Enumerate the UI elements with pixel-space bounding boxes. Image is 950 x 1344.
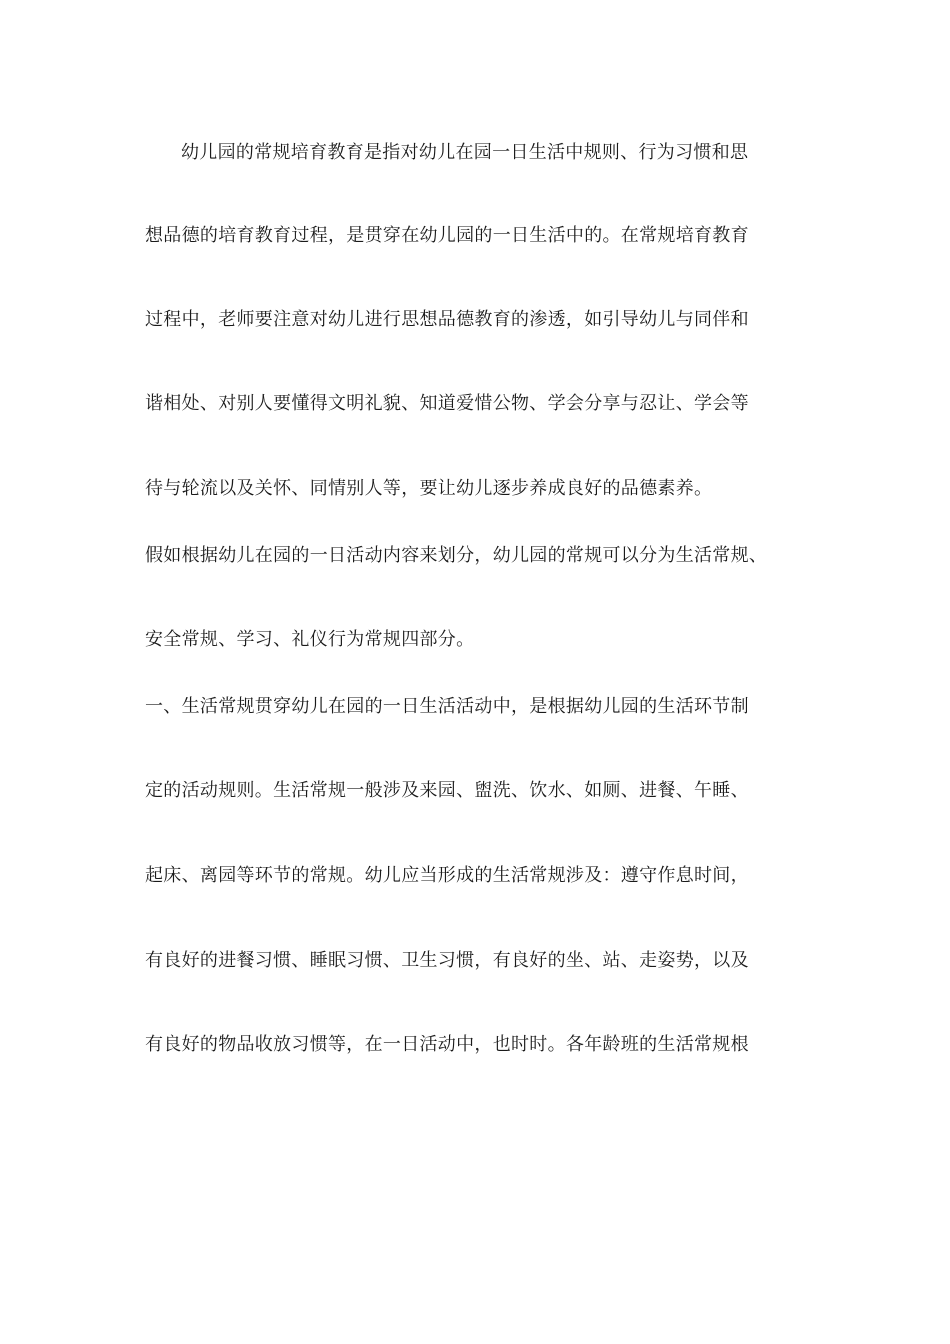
paragraph-line: 想品德的培育教育过程，是贯穿在幼儿园的一日生活中的。在常规培育教育 bbox=[145, 225, 749, 246]
paragraph-line: 定的活动规则。生活常规一般涉及来园、盥洗、饮水、如厕、进餐、午睡、 bbox=[145, 780, 749, 801]
paragraph-line: 安全常规、学习、礼仪行为常规四部分。 bbox=[145, 629, 475, 650]
paragraph-line: 幼儿园的常规培育教育是指对幼儿在园一日生活中规则、行为习惯和思 bbox=[181, 142, 749, 163]
paragraph-line: 待与轮流以及关怀、同情别人等，要让幼儿逐步养成良好的品德素养。 bbox=[145, 478, 713, 499]
paragraph-line: 假如根据幼儿在园的一日活动内容来划分，幼儿园的常规可以分为生活常规、 bbox=[145, 545, 768, 566]
paragraph-line: 谐相处、对别人要懂得文明礼貌、知道爱惜公物、学会分享与忍让、学会等 bbox=[145, 393, 749, 414]
paragraph-line: 过程中，老师要注意对幼儿进行思想品德教育的渗透，如引导幼儿与同伴和 bbox=[145, 309, 749, 330]
paragraph-line: 一、生活常规贯穿幼儿在园的一日生活活动中，是根据幼儿园的生活环节制 bbox=[145, 696, 749, 717]
paragraph-line: 起床、离园等环节的常规。幼儿应当形成的生活常规涉及：遵守作息时间， bbox=[145, 865, 749, 886]
paragraph-line: 有良好的物品收放习惯等，在一日活动中，也时时。各年龄班的生活常规根 bbox=[145, 1034, 749, 1055]
paragraph-line: 有良好的进餐习惯、睡眠习惯、卫生习惯，有良好的坐、站、走姿势，以及 bbox=[145, 950, 749, 971]
